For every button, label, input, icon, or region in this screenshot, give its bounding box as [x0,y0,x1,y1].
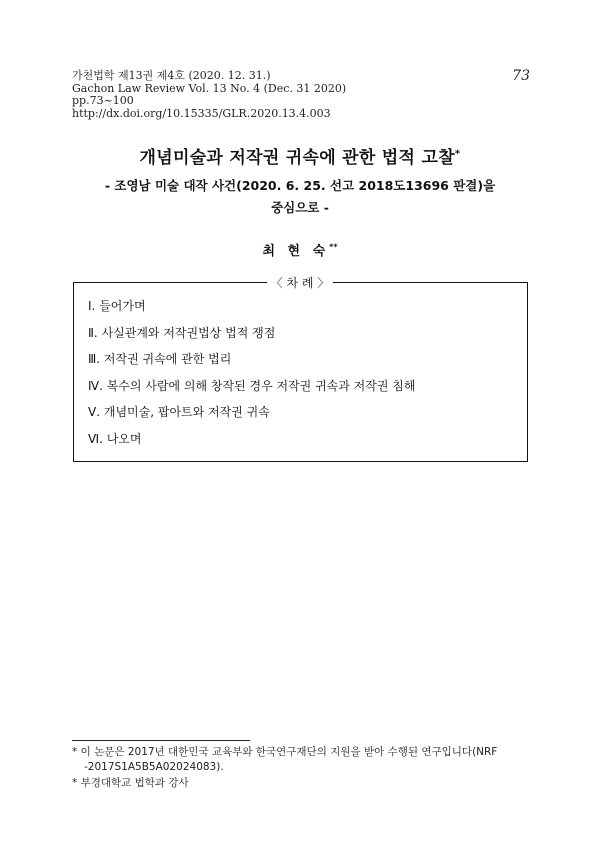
toc-item [88,432,415,459]
toc-item-number: Ⅳ. [88,378,103,393]
journal-issue-english: Gachon Law Review Vol. 13 No. 4 (Dec. 31 2020) [72,81,347,95]
page-range: pp.73~100 [72,94,134,107]
toc-item [88,379,415,406]
footnote-funding-line2: -2017S1A5B5A02024083). [84,761,224,773]
toc-heading-text: 〈 차 례 〉 [267,276,334,290]
journal-issue-korean: 가천법학 제13권 제4호 (2020. 12. 31.) [72,69,271,82]
toc-item-number: Ⅵ. [88,431,103,446]
paper-title [0,143,600,168]
toc-item [88,405,415,432]
toc-item-label: 저작권 귀속에 관한 법리 [103,352,232,366]
paper-subtitle-line1: - 조영남 미술 대작 사건(2020. 6. 25. 선고 2018도13696 판결)을 [104,178,496,193]
title-footnote-mark: * [454,148,461,160]
toc-item-number: Ⅴ. [88,405,101,419]
toc-item-number: Ⅲ. [88,352,101,366]
toc-item-label: 사실관계와 저작권법상 법적 쟁점 [101,325,276,340]
footnote-author-affiliation: * 부경대학교 법학과 강사 [72,777,189,789]
toc-item-label: 복수의 사람에 의해 창작된 경우 저작권 귀속과 저작권 침해 [106,378,416,393]
author [0,240,600,259]
doi-link[interactable]: http://dx.doi.org/10.15335/GLR.2020.13.4.003 [72,106,331,120]
paper-subtitle-line2: 중심으로 - [271,200,329,215]
footnote-divider [72,740,250,741]
toc-heading [0,272,600,291]
toc-item-number: Ⅰ. [88,299,96,313]
toc-item [88,352,415,379]
author-name: 최 현 숙 [262,244,330,259]
toc-item-label: 나오며 [106,431,142,446]
paper-title-text: 개념미술과 저작권 귀속에 관한 법적 고찰 [139,148,455,168]
toc-item-label: 개념미술, 팝아트와 저작권 귀속 [103,405,270,419]
toc-item [88,299,415,326]
author-footnote-mark: ** [329,242,338,252]
footnote-funding-line1: * 이 논문은 2017년 대한민국 교육부와 한국연구재단의 지원을 받아 수행된 연구입니다(NRF [72,746,498,758]
journal-header [72,70,346,120]
toc-item-number: Ⅱ. [88,325,98,340]
toc-list [88,299,415,458]
page-number: 73 [512,68,530,84]
toc-item-label: 들어가며 [99,299,146,313]
toc-item [88,326,415,353]
